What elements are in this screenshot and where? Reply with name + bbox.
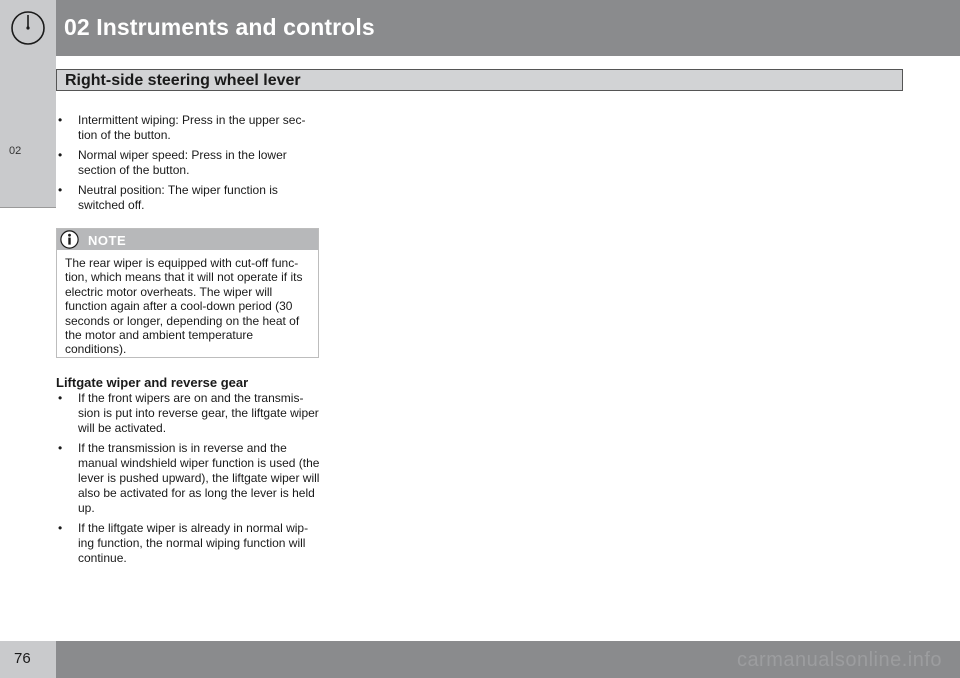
list-item (56, 113, 322, 143)
gauge-icon (10, 10, 46, 46)
list-item-text: Intermittent wiping: Press in the upper sec-tion of the button. (78, 113, 306, 142)
list-item (56, 391, 322, 436)
list-item-text: Normal wiper speed: Press in the lower section of the button. (78, 148, 287, 177)
bullet-icon: • (58, 148, 63, 162)
chapter-title: 02 Instruments and controls (64, 14, 375, 40)
bullet-icon: • (58, 391, 63, 405)
list-item-text: Neutral position: The wiper function is switched off. (78, 183, 278, 212)
list-item (56, 183, 322, 213)
list-item-text: If the liftgate wiper is already in normal wip-ing function, the normal wiping function will continue. (78, 521, 309, 565)
chapter-side-tab (0, 56, 56, 208)
liftgate-heading: Liftgate wiper and reverse gear (56, 375, 249, 390)
note-text: The rear wiper is equipped with cut-off func-tion, which means that it will not operate if its electric motor overheats. The wiper will function again after a cool-down period (30 seconds or longer, depending on the heat of the motor and ambient temperature conditions). (65, 256, 303, 357)
bullet-icon: • (58, 113, 63, 127)
note-header (57, 229, 318, 250)
section-header (56, 69, 903, 91)
page-number: 76 (14, 650, 31, 667)
wiper-positions-list (56, 113, 322, 218)
bullet-icon: • (58, 441, 63, 455)
bullet-icon: • (58, 183, 63, 197)
footer-bar (0, 641, 960, 678)
bullet-icon: • (58, 521, 63, 535)
watermark-text: carmanualsonline.info (736, 649, 942, 671)
header-bar (0, 0, 960, 56)
side-tab-label: 02 (9, 145, 22, 157)
list-item (56, 521, 322, 566)
list-item (56, 148, 322, 178)
section-title: Right-side steering wheel lever (65, 72, 301, 89)
info-icon (60, 230, 79, 249)
chapter-icon-box (0, 0, 56, 56)
note-label: NOTE (88, 233, 127, 248)
list-item (56, 441, 322, 516)
liftgate-list (56, 391, 322, 571)
note-box (56, 228, 319, 358)
page-number-box (0, 641, 56, 678)
list-item-text: If the transmission is in reverse and the manual windshield wiper function is used (the lever is pushed upward), the liftgate wiper will also be activated for as long the lever is held up. (78, 441, 320, 515)
list-item-text: If the front wipers are on and the transmis-sion is put into reverse gear, the liftgate wiper will be activated. (78, 391, 319, 435)
